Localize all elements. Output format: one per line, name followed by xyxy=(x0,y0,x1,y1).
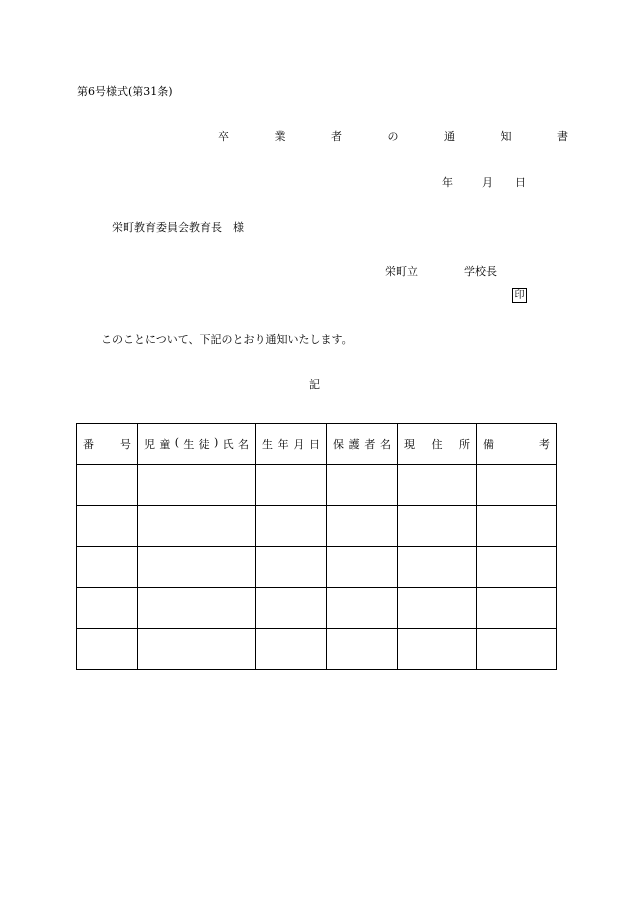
header-char: 徒 xyxy=(198,438,210,451)
sender-suffix: 学校長 xyxy=(464,265,497,278)
header-address xyxy=(398,424,477,465)
header-char: ( xyxy=(174,436,179,449)
header-char: 日 xyxy=(308,438,320,451)
students-table xyxy=(76,423,557,670)
table-cell[interactable] xyxy=(327,547,398,588)
table-cell[interactable] xyxy=(327,588,398,629)
table-header-row xyxy=(77,424,557,465)
table-cell[interactable] xyxy=(327,629,398,670)
form-number: 第6号様式(第31条) xyxy=(77,85,173,98)
table-cell[interactable] xyxy=(398,588,477,629)
table-cell[interactable] xyxy=(138,547,256,588)
table-cell[interactable] xyxy=(477,547,557,588)
header-char: 所 xyxy=(459,438,470,451)
header-char: 住 xyxy=(431,438,443,451)
table-cell[interactable] xyxy=(77,629,138,670)
table-cell[interactable] xyxy=(77,588,138,629)
table-cell[interactable] xyxy=(398,629,477,670)
header-char: 名 xyxy=(379,438,391,451)
table-cell[interactable] xyxy=(256,506,327,547)
table-cell[interactable] xyxy=(327,465,398,506)
header-char: 護 xyxy=(348,438,360,451)
header-number xyxy=(77,424,138,465)
table-cell[interactable] xyxy=(327,506,398,547)
table-row xyxy=(77,506,557,547)
table-cell[interactable] xyxy=(256,588,327,629)
body-text: このことについて、下記のとおり通知いたします。 xyxy=(101,333,353,346)
header-char: 児 xyxy=(144,438,155,451)
table-cell[interactable] xyxy=(477,588,557,629)
table-cell[interactable] xyxy=(256,465,327,506)
header-char: 童 xyxy=(159,438,171,451)
header-char: 名 xyxy=(238,438,249,451)
table-row xyxy=(77,465,557,506)
header-char: 月 xyxy=(293,438,305,451)
header-guardian-name xyxy=(327,424,398,465)
document-title: 卒 業 者 の 通 知 書 xyxy=(218,130,589,143)
table-cell[interactable] xyxy=(77,506,138,547)
header-char: 考 xyxy=(539,438,550,451)
table-cell[interactable] xyxy=(398,465,477,506)
date-day: 日 xyxy=(515,176,526,189)
table-cell[interactable] xyxy=(77,465,138,506)
header-char: 年 xyxy=(277,438,289,451)
ki-heading: 記 xyxy=(309,378,320,391)
header-char: 氏 xyxy=(222,438,234,451)
sender-prefix: 栄町立 xyxy=(385,265,418,278)
header-char: 号 xyxy=(120,438,131,451)
date-year: 年 xyxy=(442,176,453,189)
header-char: 保 xyxy=(333,438,344,451)
table-row xyxy=(77,588,557,629)
header-char: 生 xyxy=(183,438,195,451)
header-char: 番 xyxy=(83,438,94,451)
table-cell[interactable] xyxy=(77,547,138,588)
table-cell[interactable] xyxy=(477,629,557,670)
table-cell[interactable] xyxy=(256,547,327,588)
table-cell[interactable] xyxy=(138,588,256,629)
table-cell[interactable] xyxy=(138,629,256,670)
header-char: 現 xyxy=(404,438,415,451)
header-char: 生 xyxy=(262,438,273,451)
table-body xyxy=(77,465,557,670)
seal-text: 印 xyxy=(514,290,525,301)
header-char: ) xyxy=(214,436,219,449)
table-cell[interactable] xyxy=(256,629,327,670)
table-cell[interactable] xyxy=(138,506,256,547)
table-cell[interactable] xyxy=(477,506,557,547)
header-char: 者 xyxy=(364,438,376,451)
header-birth-date xyxy=(256,424,327,465)
table-cell[interactable] xyxy=(477,465,557,506)
table-cell[interactable] xyxy=(398,547,477,588)
header-remarks xyxy=(477,424,557,465)
addressee: 栄町教育委員会教育長 様 xyxy=(112,221,244,234)
seal-mark xyxy=(512,288,527,303)
date-line xyxy=(442,177,526,188)
table-cell[interactable] xyxy=(398,506,477,547)
table-row xyxy=(77,547,557,588)
header-char: 備 xyxy=(483,438,494,451)
sender-line xyxy=(385,266,497,277)
table-row xyxy=(77,629,557,670)
header-student-name xyxy=(138,424,256,465)
date-month: 月 xyxy=(482,176,493,189)
table-cell[interactable] xyxy=(138,465,256,506)
